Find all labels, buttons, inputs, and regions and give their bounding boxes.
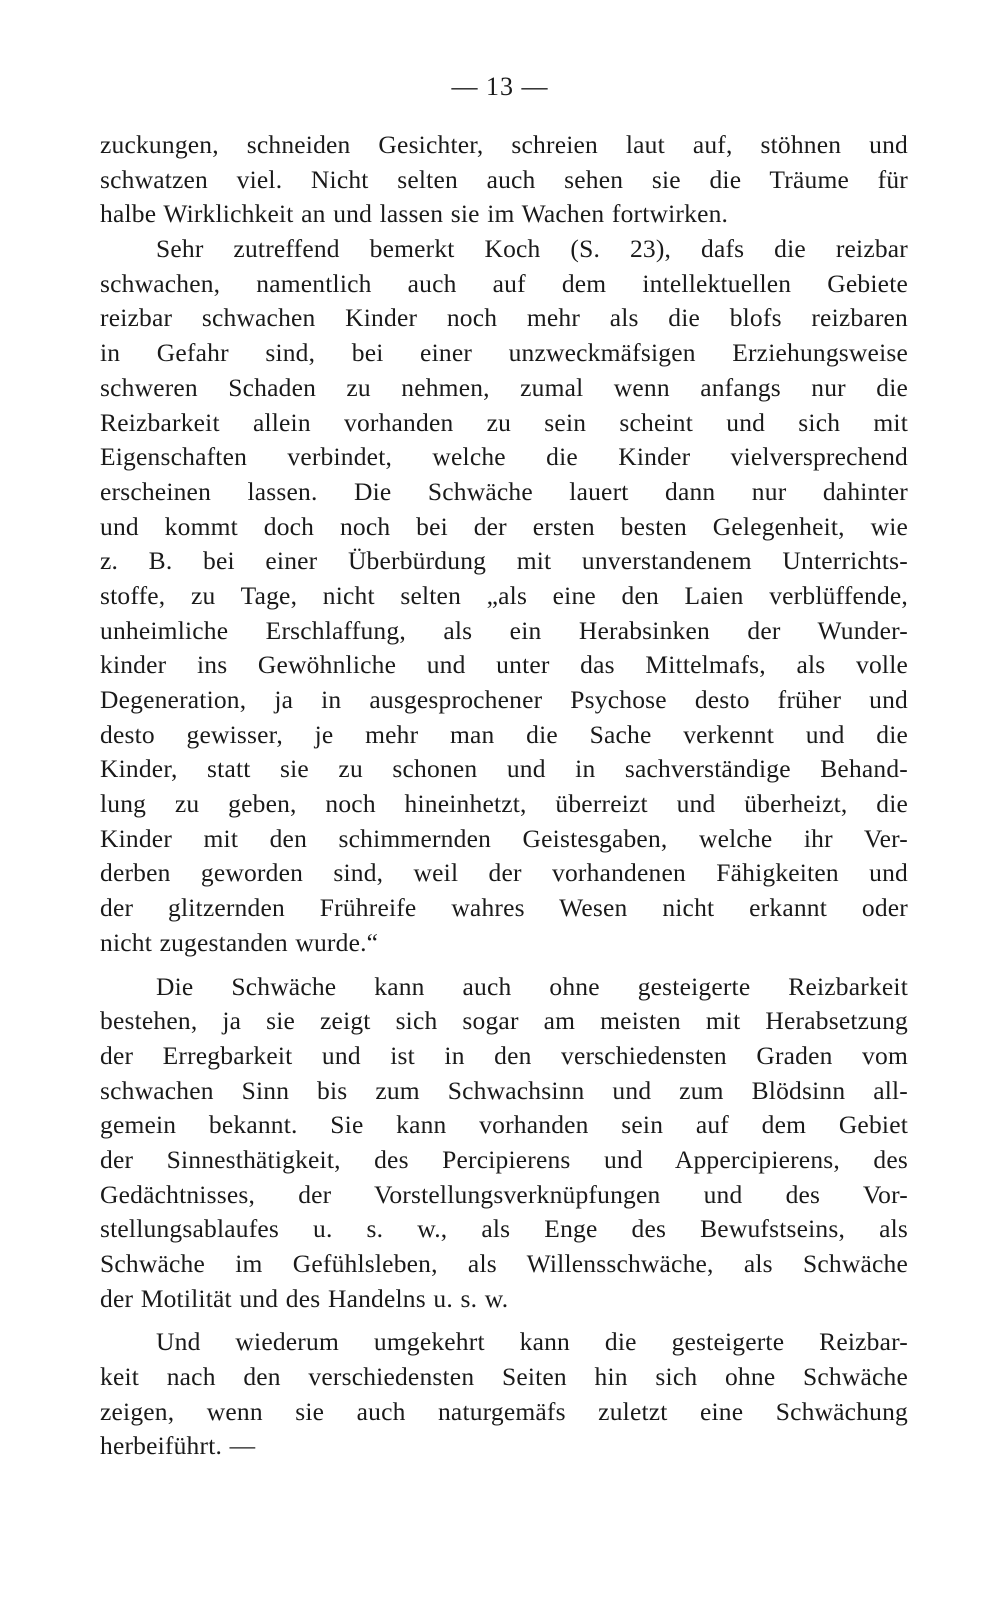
text-line: zeigen, wenn sie auch naturgemäfs zuletzt eine Schwächung xyxy=(100,1396,908,1426)
text-line: Schwäche im Gefühlsleben, als Willensschwäche, als Schwäche xyxy=(100,1249,908,1278)
text-line: Kinder, statt sie zu schonen und in sachverständige Behand- xyxy=(100,754,908,784)
paragraph-gap xyxy=(100,961,908,970)
text-line: stellungsablaufes u. s. w., als Enge des Bewufstseins, als xyxy=(100,1214,908,1244)
text-line: schwachen, namentlich auch auf dem intellektuellen Gebiete xyxy=(100,268,908,298)
text-line: herbeiführt. — xyxy=(100,1431,256,1461)
page-number: — 13 — xyxy=(451,72,549,101)
text-line: Reizbarkeit allein vorhanden zu sein scheint und sich mit xyxy=(100,407,908,437)
paragraph-3 xyxy=(100,970,908,1317)
text-line: nicht zugestanden wurde.“ xyxy=(100,927,379,957)
text-line: der Motilität und des Handelns u. s. w. xyxy=(100,1283,509,1313)
text-line: der Sinnesthätigkeit, des Percipierens und Appercipierens, des xyxy=(100,1144,908,1174)
text-line: der Erregbarkeit und ist in den verschiedensten Graden vom xyxy=(100,1040,908,1070)
text-line: halbe Wirklichkeit an und lassen sie im Wachen fortwirken. xyxy=(100,199,729,229)
paragraph-4 xyxy=(100,1325,908,1464)
paragraph-1 xyxy=(100,128,908,232)
text-line: Und wiederum umgekehrt kann die gesteigerte Reizbar- xyxy=(156,1327,908,1357)
paragraph-gap xyxy=(100,1316,908,1325)
text-line: der glitzernden Frühreife wahres Wesen nicht erkannt oder xyxy=(100,893,908,923)
text-line: Gedächtnisses, der Vorstellungsverknüpfungen und des Vor- xyxy=(100,1179,908,1209)
text-line: zuckungen, schneiden Gesichter, schreien laut auf, stöhnen und xyxy=(100,130,908,159)
text-line: schweren Schaden zu nehmen, zumal wenn anfangs nur die xyxy=(100,372,908,402)
text-line: schwachen Sinn bis zum Schwachsinn und zum Blödsinn all- xyxy=(100,1075,908,1105)
text-line: derben geworden sind, weil der vorhandenen Fähigkeiten und xyxy=(100,858,908,888)
text-line: Die Schwäche kann auch ohne gesteigerte Reizbarkeit xyxy=(156,971,908,1001)
text-line: desto gewisser, je mehr man die Sache verkennt und die xyxy=(100,719,908,749)
text-line: kinder ins Gewöhnliche und unter das Mittelmafs, als volle xyxy=(100,650,908,680)
text-line: stoffe, zu Tage, nicht selten „als eine den Laien verblüffende, xyxy=(100,580,908,610)
text-line: bestehen, ja sie zeigt sich sogar am meisten mit Herabsetzung xyxy=(100,1006,908,1036)
text-line: und kommt doch noch bei der ersten besten Gelegenheit, wie xyxy=(100,511,908,541)
text-line: erscheinen lassen. Die Schwäche lauert dann nur dahinter xyxy=(100,476,908,506)
text-line: z. B. bei einer Überbürdung mit unverstandenem Unterrichts- xyxy=(100,546,908,576)
text-line: Eigenschaften verbindet, welche die Kinder vielversprechend xyxy=(100,442,908,472)
text-line: keit nach den verschiedensten Seiten hin sich ohne Schwäche xyxy=(100,1362,908,1392)
body-text xyxy=(100,128,908,1464)
text-line: reizbar schwachen Kinder noch mehr als die blofs reizbaren xyxy=(100,303,908,333)
text-line: unheimliche Erschlaffung, als ein Herabsinken der Wunder- xyxy=(100,615,908,645)
text-line: Degeneration, ja in ausgesprochener Psychose desto früher und xyxy=(100,685,908,714)
text-line: lung zu geben, noch hineinhetzt, überreizt und überheizt, die xyxy=(100,789,908,819)
text-line: schwatzen viel. Nicht selten auch sehen sie die Träume für xyxy=(100,164,908,194)
paragraph-2 xyxy=(100,232,908,960)
text-line: Sehr zutreffend bemerkt Koch (S. 23), dafs die reizbar xyxy=(156,234,908,264)
text-line: gemein bekannt. Sie kann vorhanden sein auf dem Gebiet xyxy=(100,1110,908,1140)
text-line: in Gefahr sind, bei einer unzweckmäfsigen Erziehungsweise xyxy=(100,338,908,368)
text-line: Kinder mit den schimmernden Geistesgaben, welche ihr Ver- xyxy=(100,823,908,853)
